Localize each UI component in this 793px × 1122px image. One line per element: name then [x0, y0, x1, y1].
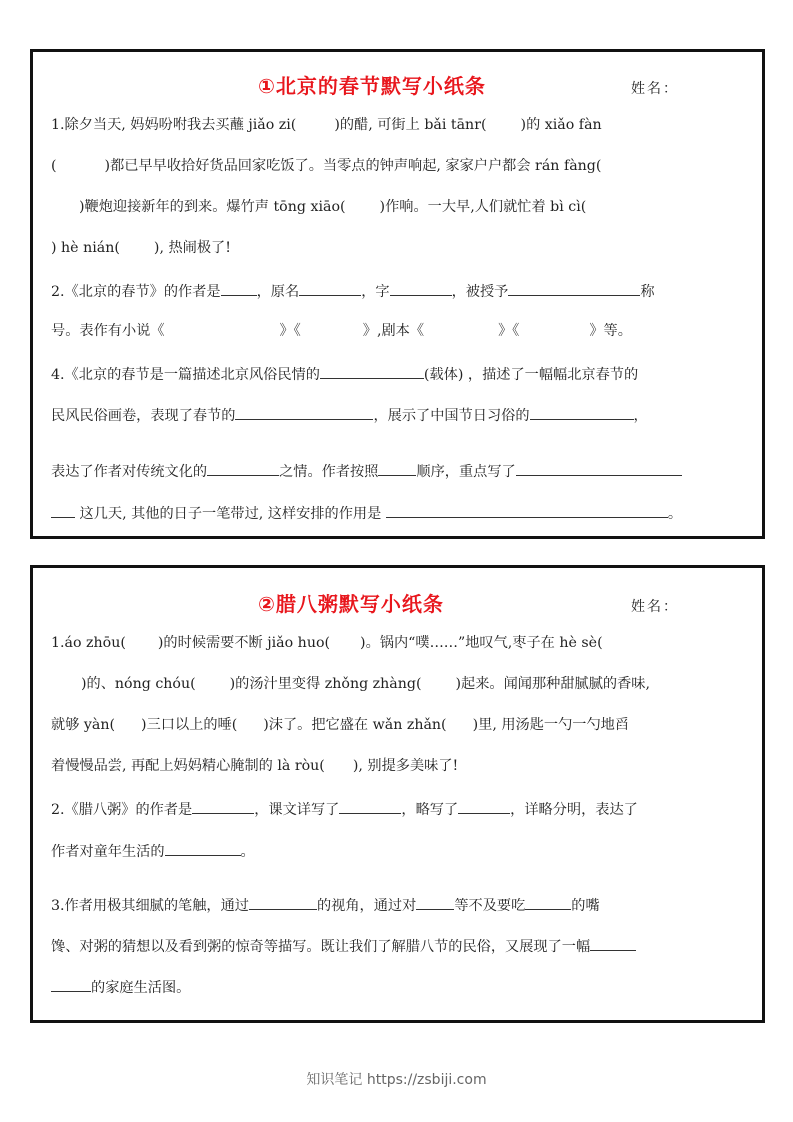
answer-blank[interactable]: [378, 460, 416, 476]
dictation-card-beijing-spring-festival: [30, 49, 765, 539]
question-4-line-3: 表达了作者对传统文化的 之情。作者按照 顺序，重点写了: [51, 460, 682, 482]
question-4-line-4: 这几天, 其他的日子一笔带过, 这样安排的作用是 。: [51, 502, 682, 524]
question-2-line-2: 号。表作有小说《 》《 》,剧本《 》《 》等。: [51, 323, 632, 339]
question-3-line-2: 馋、对粥的猜想以及看到粥的惊奇等描写。既让我们了解腊八节的民俗，又展现了一幅: [51, 935, 636, 957]
answer-blank[interactable]: [339, 798, 401, 814]
question-1-line-1: 1.除夕当天, 妈妈吩咐我去买蘸 jiǎo zi( )的醋, 可街上 bǎi tānr( )的 xiǎo fàn: [51, 117, 602, 133]
card-title: ②腊八粥默写小纸条: [258, 592, 444, 616]
question-1-line-1: 1.áo zhōu( )的时候需要不断 jiǎo huo( )。锅内“噗……”地叹气,枣子在 hè sè(: [51, 635, 603, 651]
question-1-line-3: )鞭炮迎接新年的到来。爆竹声 tōng xiāo( )作响。一大早,人们就忙着 bì cì(: [79, 199, 587, 215]
answer-blank[interactable]: [192, 798, 254, 814]
question-1-line-2: )的、nóng chóu( )的汤汁里变得 zhǒng zhàng( )起来。闻闻那种甜腻腻的香味,: [81, 676, 650, 692]
dictation-card-laba-porridge: [30, 565, 765, 1023]
question-2-line-1: 2.《腊八粥》的作者是 ，课文详写了 ，略写了 ，详略分明，表达了: [51, 798, 638, 820]
question-1-line-3: 就够 yàn( )三口以上的唾( )沫了。把它盛在 wǎn zhǎn( )里, 用汤匙一勺一勺地舀: [51, 717, 630, 733]
answer-blank[interactable]: [525, 894, 571, 910]
question-2-line-2: 作者对童年生活的 。: [51, 840, 255, 862]
answer-blank[interactable]: [416, 894, 454, 910]
watermark-footer: 知识笔记 https://zsbiji.com: [306, 1072, 487, 1088]
question-1-line-4: 着慢慢品尝, 再配上妈妈精心腌制的 là ròu( ), 别提多美味了!: [51, 758, 459, 774]
answer-blank[interactable]: [165, 840, 241, 856]
answer-blank[interactable]: [390, 280, 452, 296]
answer-blank[interactable]: [207, 460, 279, 476]
question-3-line-3: 的家庭生活图。: [51, 976, 190, 998]
answer-blank[interactable]: [590, 935, 636, 951]
answer-blank[interactable]: [51, 976, 91, 992]
question-3-line-1: 3.作者用极其细腻的笔触，通过 的视角，通过对 等不及要吃 的嘴: [51, 894, 600, 916]
card-title: ①北京的春节默写小纸条: [258, 74, 486, 98]
question-4-line-2: 民风民俗画卷，表现了春节的 ，展示了中国节日习俗的 ，: [51, 404, 648, 426]
answer-blank[interactable]: [51, 502, 75, 518]
answer-blank[interactable]: [508, 280, 640, 296]
question-1-line-4: ) hè nián( ), 热闹极了!: [51, 240, 231, 256]
answer-blank[interactable]: [221, 280, 257, 296]
answer-blank[interactable]: [299, 280, 361, 296]
question-1-line-2: ( )都已早早收拾好货品回家吃饭了。当零点的钟声响起, 家家户户都会 rán fàng(: [51, 158, 602, 174]
answer-blank[interactable]: [320, 363, 424, 379]
question-4-line-1: 4.《北京的春节是一篇描述北京风俗民情的 (载体) ，描述了一幅幅北京春节的: [51, 363, 638, 385]
name-field-label: 姓名：: [631, 81, 679, 97]
answer-blank[interactable]: [235, 404, 373, 420]
answer-blank[interactable]: [386, 502, 668, 518]
answer-blank[interactable]: [530, 404, 634, 420]
question-2-line-1: 2.《北京的春节》的作者是 ，原名 ，字 ，被授予 称: [51, 280, 655, 302]
answer-blank[interactable]: [249, 894, 317, 910]
answer-blank[interactable]: [458, 798, 510, 814]
answer-blank[interactable]: [516, 460, 682, 476]
name-field-label: 姓名：: [631, 599, 679, 615]
